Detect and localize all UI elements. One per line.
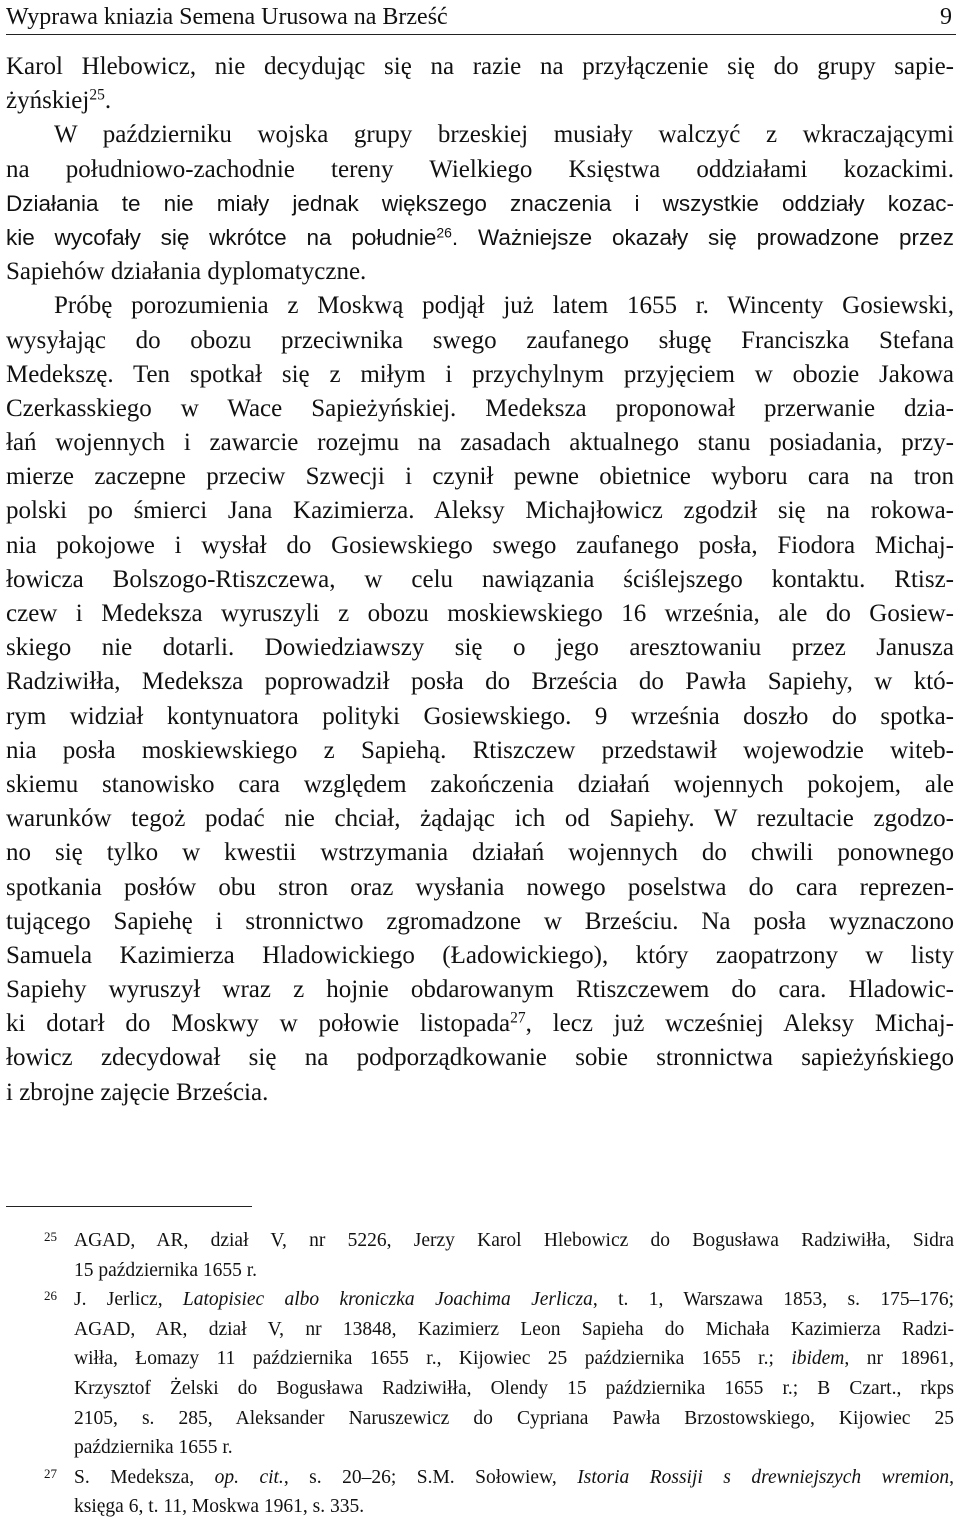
text-line: czew i Medeksza wyruszyli z obozu moskiewskiego 16 września, ale do Gosiew- — [6, 600, 954, 627]
page-number: 9 — [940, 4, 952, 30]
text-line: żyńskiej$^{25}$. — [6, 86, 112, 115]
text-line: Samuela Kazimierza Hladowickiego (Ładowickiego), który zaopatrzony w listy — [6, 941, 954, 969]
footnote-number: 26 — [44, 1288, 57, 1304]
text-line: Próbę porozumienia z Moskwą podjął już latem 1655 r. Wincenty Gosiewski, — [54, 292, 954, 320]
text-line: W październiku wojska grupy brzeskiej musiały walczyć z wkraczającymi — [54, 121, 954, 149]
footnote-number: 25 — [44, 1229, 57, 1244]
text-line: nia posła moskiewskiego z Sapiehą. Rtiszczew przedstawił wojewodzie witeb- — [6, 736, 954, 764]
text-line: warunków tegoż podać nie chciał, żądając ich od Sapiehy. W rezultacie zgodzo- — [6, 805, 954, 833]
footnote-ref: 25 — [89, 86, 105, 104]
footnote-26 — [6, 1285, 954, 1463]
main-text — [6, 50, 954, 1110]
text-line: łań wojennych i zawarcie rozejmu na zasadach aktualnego stanu posiadania, przy- — [6, 429, 954, 457]
footnote-line: J. Jerlicz, Latopisiec albo kroniczka Joachima Jerlicza, t. 1, Warszawa 1853, s. 175–176; — [74, 1289, 954, 1311]
footnote-line: 15 października 1655 r. — [74, 1259, 258, 1281]
text-line: Czerkasskiego w Wace Sapieżyńskiej. Medeksza proponował przerwanie dzia- — [6, 394, 954, 422]
footnote-line: wiłła, Łomazy 11 października 1655 r., Kijowiec 25 października 1655 r.; ibidem, nr 18961, — [74, 1348, 954, 1370]
text-line: Sapiehy wyruszył wraz z hojnie obdarowanym Rtiszczewem do cara. Hladowic- — [6, 976, 954, 1004]
footnote-line: października 1655 r. — [74, 1437, 233, 1459]
text-line: no się tylko w kwestii wstrzymania działań wojennych do chwili ponownego — [6, 839, 954, 867]
text-line: skiego nie dotarli. Dowiedziawszy się o jego aresztowaniu przez Janusza — [6, 634, 954, 662]
text-line: mierze zaczepne przeciw Szwecji i czynił pewne obietnice wyboru cara na tron — [6, 463, 954, 491]
text-line: Medekszę. Ten spotkał się z miłym i przychylnym przyjęciem w obozie Jakowa — [6, 360, 954, 388]
footnote-line: Krzysztof Żelski do Bogusława Radziwiłła, Olendy 15 października 1655 r.; B Czart., rkps — [74, 1377, 954, 1399]
footnote-line: AGAD, AR, dział V, nr 13848, Kazimierz Leon Sapieha do Michała Kazimierza Radzi- — [74, 1318, 954, 1340]
text-line: rym widział kontynuatora polityki Gosiewskiego. 9 września doszło do spotka- — [6, 702, 954, 730]
footnote-line: S. Medeksza, op. cit., s. 20–26; S.M. Sołowiew, Istoria Rossiji s drewniejszych wremion, — [74, 1466, 954, 1488]
text-line: polski po śmierci Jana Kazimierza. Aleksy Michajłowicz zgodził się na rokowa- — [6, 497, 954, 525]
text-line: łowicz zdecydował się na podporządkowanie sobie stronnictwa sapieżyńskiego — [6, 1044, 954, 1072]
text-line: łowicza Bolszogo-Rtiszczewa, w celu nawiązania ściślejszego kontaktu. Rtisz- — [6, 565, 954, 593]
text-line: skiemu stanowisko cara względem zakończenia działań wojennych pokojem, ale — [6, 770, 954, 798]
footnote-separator — [6, 1206, 252, 1207]
book-title: Latopisiec albo kroniczka Joachima Jerlicza — [182, 1289, 593, 1311]
running-title: Wyprawa kniazia Semena Urusowa na Brześć — [6, 4, 448, 30]
text-line: tującego Sapiehę i stronnictwo zgromadzone w Brześciu. Na posła wyznaczono — [6, 907, 954, 935]
footnote-line: 2105, s. 285, Aleksander Naruszewicz do Cypriana Pawła Brzostowskiego, Kijowiec 25 — [74, 1407, 954, 1429]
text-line: wysyłając do obozu przeciwnika swego zaufanego sługę Franciszka Stefana — [6, 326, 954, 354]
text-line: ki dotarł do Moskwy w połowie listopada$^{27}$, lecz już wcześniej Aleksy Michaj- — [6, 1009, 954, 1038]
book-title: Istoria Rossiji s drewniejszych wremion — [577, 1466, 950, 1488]
footnotes — [6, 1226, 954, 1522]
text-line: Działania te nie miały jednak większego znaczenia i wszystkie oddziały kozac- — [6, 190, 954, 216]
running-header — [6, 2, 956, 35]
ibidem-term: ibidem — [791, 1348, 845, 1370]
footnote-ref: 27 — [510, 1009, 526, 1027]
text-line: na południowo-zachodnie tereny Wielkiego Księstwa oddziałami kozackimi. — [6, 155, 954, 183]
footnote-line: księga 6, t. 11, Moskwa 1961, s. 335. — [74, 1496, 365, 1518]
text-line: nia pokojowe i wysłał do Gosiewskiego swego zaufanego posła, Fiodora Michaj- — [6, 531, 954, 559]
text-line: i zbrojne zajęcie Brześcia. — [6, 1078, 269, 1106]
text-line: Karol Hlebowicz, nie decydując się na razie na przyłączenie się do grupy sapie- — [6, 53, 954, 80]
text-line: Sapiehów działania dyplomatyczne. — [6, 258, 367, 286]
footnote-27 — [6, 1463, 954, 1522]
text-line: spotkania posłów obu stron oraz wysłania nowego poselstwa do cara reprezen- — [6, 873, 954, 901]
footnote-ref: 26 — [436, 224, 452, 241]
footnote-line: AGAD, AR, dział V, nr 5226, Jerzy Karol Hlebowicz do Bogusława Radziwiłła, Sidra — [74, 1230, 954, 1251]
footnote-25 — [6, 1226, 954, 1285]
op-cit-term: op. cit. — [214, 1466, 284, 1488]
footnote-number: 27 — [44, 1465, 57, 1481]
text-line: Radziwiłła, Medeksza poprowadził posła do Brześcia do Pawła Sapiehy, w któ- — [6, 668, 954, 696]
text-line: kie wycofały się wkrótce na południe$^{26}$. Ważniejsze okazały się prowadzone przez — [6, 224, 954, 250]
